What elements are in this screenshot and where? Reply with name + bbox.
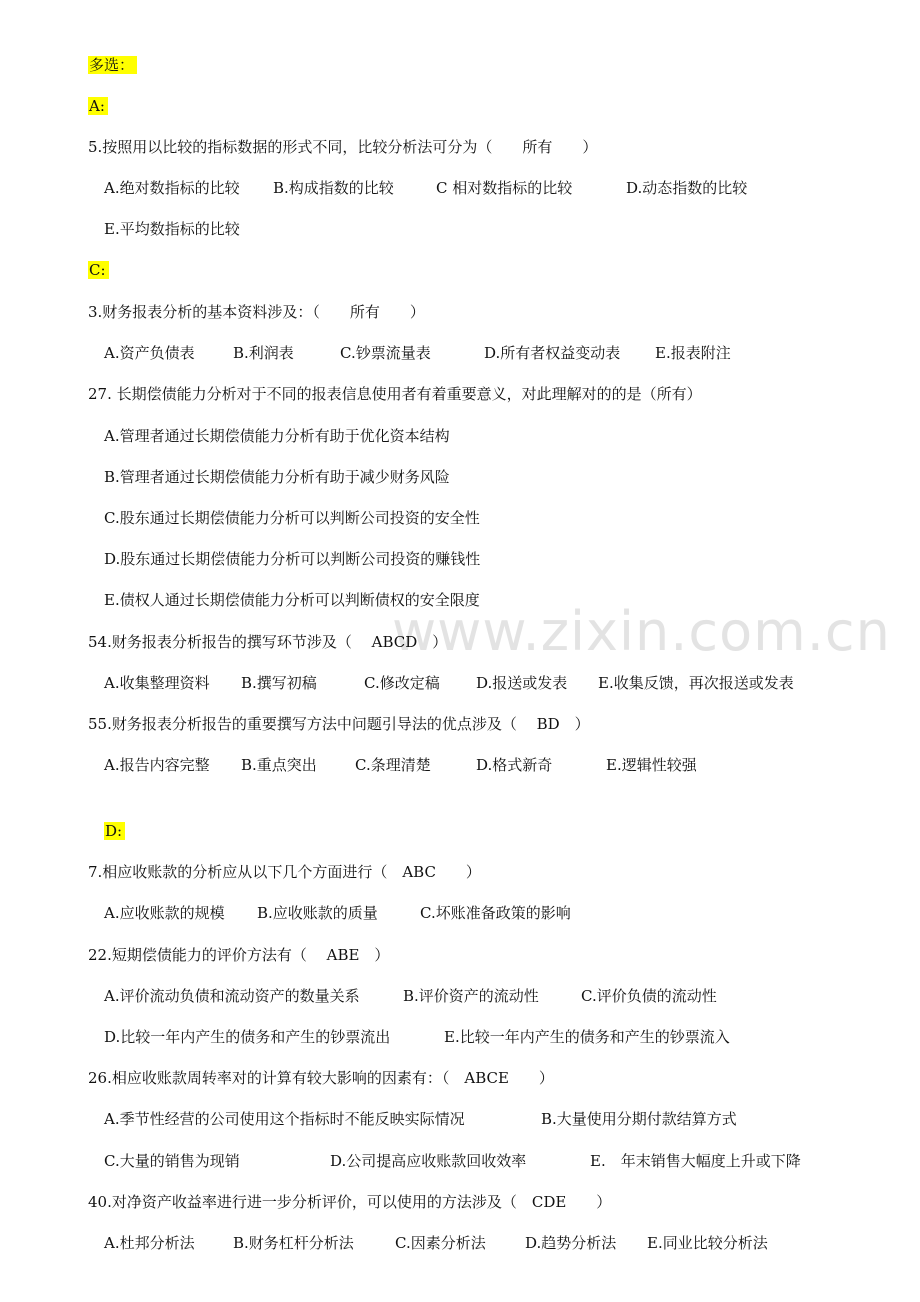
option-b: B.利润表	[233, 344, 294, 362]
question-7-options	[0, 903, 920, 923]
question-27-stem: 27. 长期偿债能力分析对于不同的报表信息使用者有着重要意义，对此理解对的的是（所有）	[88, 385, 702, 403]
option-a: A.杜邦分析法	[104, 1234, 195, 1252]
option-e: E.平均数指标的比较	[104, 220, 240, 238]
option-b: B.管理者通过长期偿债能力分析有助于减少财务风险	[104, 468, 450, 486]
option-d: D.比较一年内产生的债务和产生的钞票流出	[104, 1028, 391, 1046]
question-22-stem: 22.短期偿债能力的评价方法有（ ABE ）	[88, 946, 390, 964]
option-b: B.财务杠杆分析法	[233, 1234, 354, 1252]
question-40-stem: 40.对净资产收益率进行进一步分析评价，可以使用的方法涉及（ CDE ）	[88, 1193, 612, 1211]
option-e: E.同业比较分析法	[647, 1234, 768, 1252]
option-a: A.收集整理资料	[104, 674, 210, 692]
option-a: A.评价流动负债和流动资产的数量关系	[104, 987, 360, 1005]
question-54-stem: 54.财务报表分析报告的撰写环节涉及（ ABCD ）	[88, 633, 448, 651]
question-40-options	[0, 1233, 920, 1253]
option-c: C.钞票流量表	[340, 344, 431, 362]
option-d: D.股东通过长期偿债能力分析可以判断公司投资的赚钱性	[104, 550, 481, 568]
watermark: www.zixin.com.cn	[392, 600, 891, 663]
option-d: D.格式新奇	[476, 756, 553, 774]
question-26-options-row1	[0, 1109, 920, 1129]
option-e: E.债权人通过长期偿债能力分析可以判断债权的安全限度	[104, 591, 480, 609]
section-heading-d: D:	[104, 821, 125, 841]
option-b: B.构成指数的比较	[273, 179, 394, 197]
option-e: E.逻辑性较强	[606, 756, 697, 774]
option-c: C.股东通过长期偿债能力分析可以判断公司投资的安全性	[104, 509, 480, 527]
option-c: C.大量的销售为现销	[104, 1152, 240, 1170]
option-d: D.所有者权益变动表	[484, 344, 621, 362]
question-55-stem: 55.财务报表分析报告的重要撰写方法中问题引导法的优点涉及（ BD ）	[88, 715, 590, 733]
option-b: B.重点突出	[241, 756, 317, 774]
option-a: A.报告内容完整	[104, 756, 210, 774]
option-a: A.管理者通过长期偿债能力分析有助于优化资本结构	[104, 427, 450, 445]
question-7-stem: 7.相应收账款的分析应从以下几个方面进行（ ABC ）	[88, 863, 481, 881]
option-d: D.报送或发表	[476, 674, 568, 692]
question-54-options	[0, 673, 920, 693]
option-a: A.季节性经营的公司使用这个指标时不能反映实际情况	[104, 1110, 465, 1128]
question-22-options-row1	[0, 986, 920, 1006]
option-b: B.评价资产的流动性	[403, 987, 539, 1005]
section-heading-c: C:	[88, 260, 109, 280]
option-c: C 相对数指标的比较	[436, 179, 573, 197]
option-e: E.比较一年内产生的债务和产生的钞票流入	[444, 1028, 730, 1046]
option-a: A.应收账款的规模	[104, 904, 225, 922]
question-26-options-row2	[0, 1151, 920, 1171]
option-e: E.报表附注	[655, 344, 731, 362]
question-5-options-row1	[0, 178, 920, 198]
section-heading-multi: 多选：	[88, 55, 137, 75]
option-e: E.收集反馈，再次报送或发表	[598, 674, 794, 692]
option-b: B.应收账款的质量	[257, 904, 378, 922]
option-d: D.公司提高应收账款回收效率	[330, 1152, 527, 1170]
option-b: B.撰写初稿	[241, 674, 317, 692]
option-c: C.因素分析法	[395, 1234, 486, 1252]
section-heading-a: A:	[88, 96, 108, 116]
question-22-options-row2	[0, 1027, 920, 1047]
question-55-options	[0, 755, 920, 775]
option-e: E. 年末销售大幅度上升或下降	[590, 1152, 801, 1170]
question-3-stem: 3.财务报表分析的基本资料涉及：（ 所有 ）	[88, 303, 425, 321]
option-c: C.条理清楚	[355, 756, 431, 774]
option-d: D.趋势分析法	[525, 1234, 617, 1252]
question-3-options	[0, 343, 920, 363]
option-a: A.绝对数指标的比较	[104, 179, 240, 197]
option-c: C.坏账准备政策的影响	[420, 904, 571, 922]
option-a: A.资产负债表	[104, 344, 195, 362]
option-c: C.修改定稿	[364, 674, 440, 692]
option-b: B.大量使用分期付款结算方式	[541, 1110, 737, 1128]
option-d: D.动态指数的比较	[626, 179, 748, 197]
option-c: C.评价负债的流动性	[581, 987, 717, 1005]
question-5-stem: 5.按照用以比较的指标数据的形式不同，比较分析法可分为（ 所有 ）	[88, 138, 598, 156]
question-26-stem: 26.相应收账款周转率对的计算有较大影响的因素有：（ ABCE ）	[88, 1069, 554, 1087]
